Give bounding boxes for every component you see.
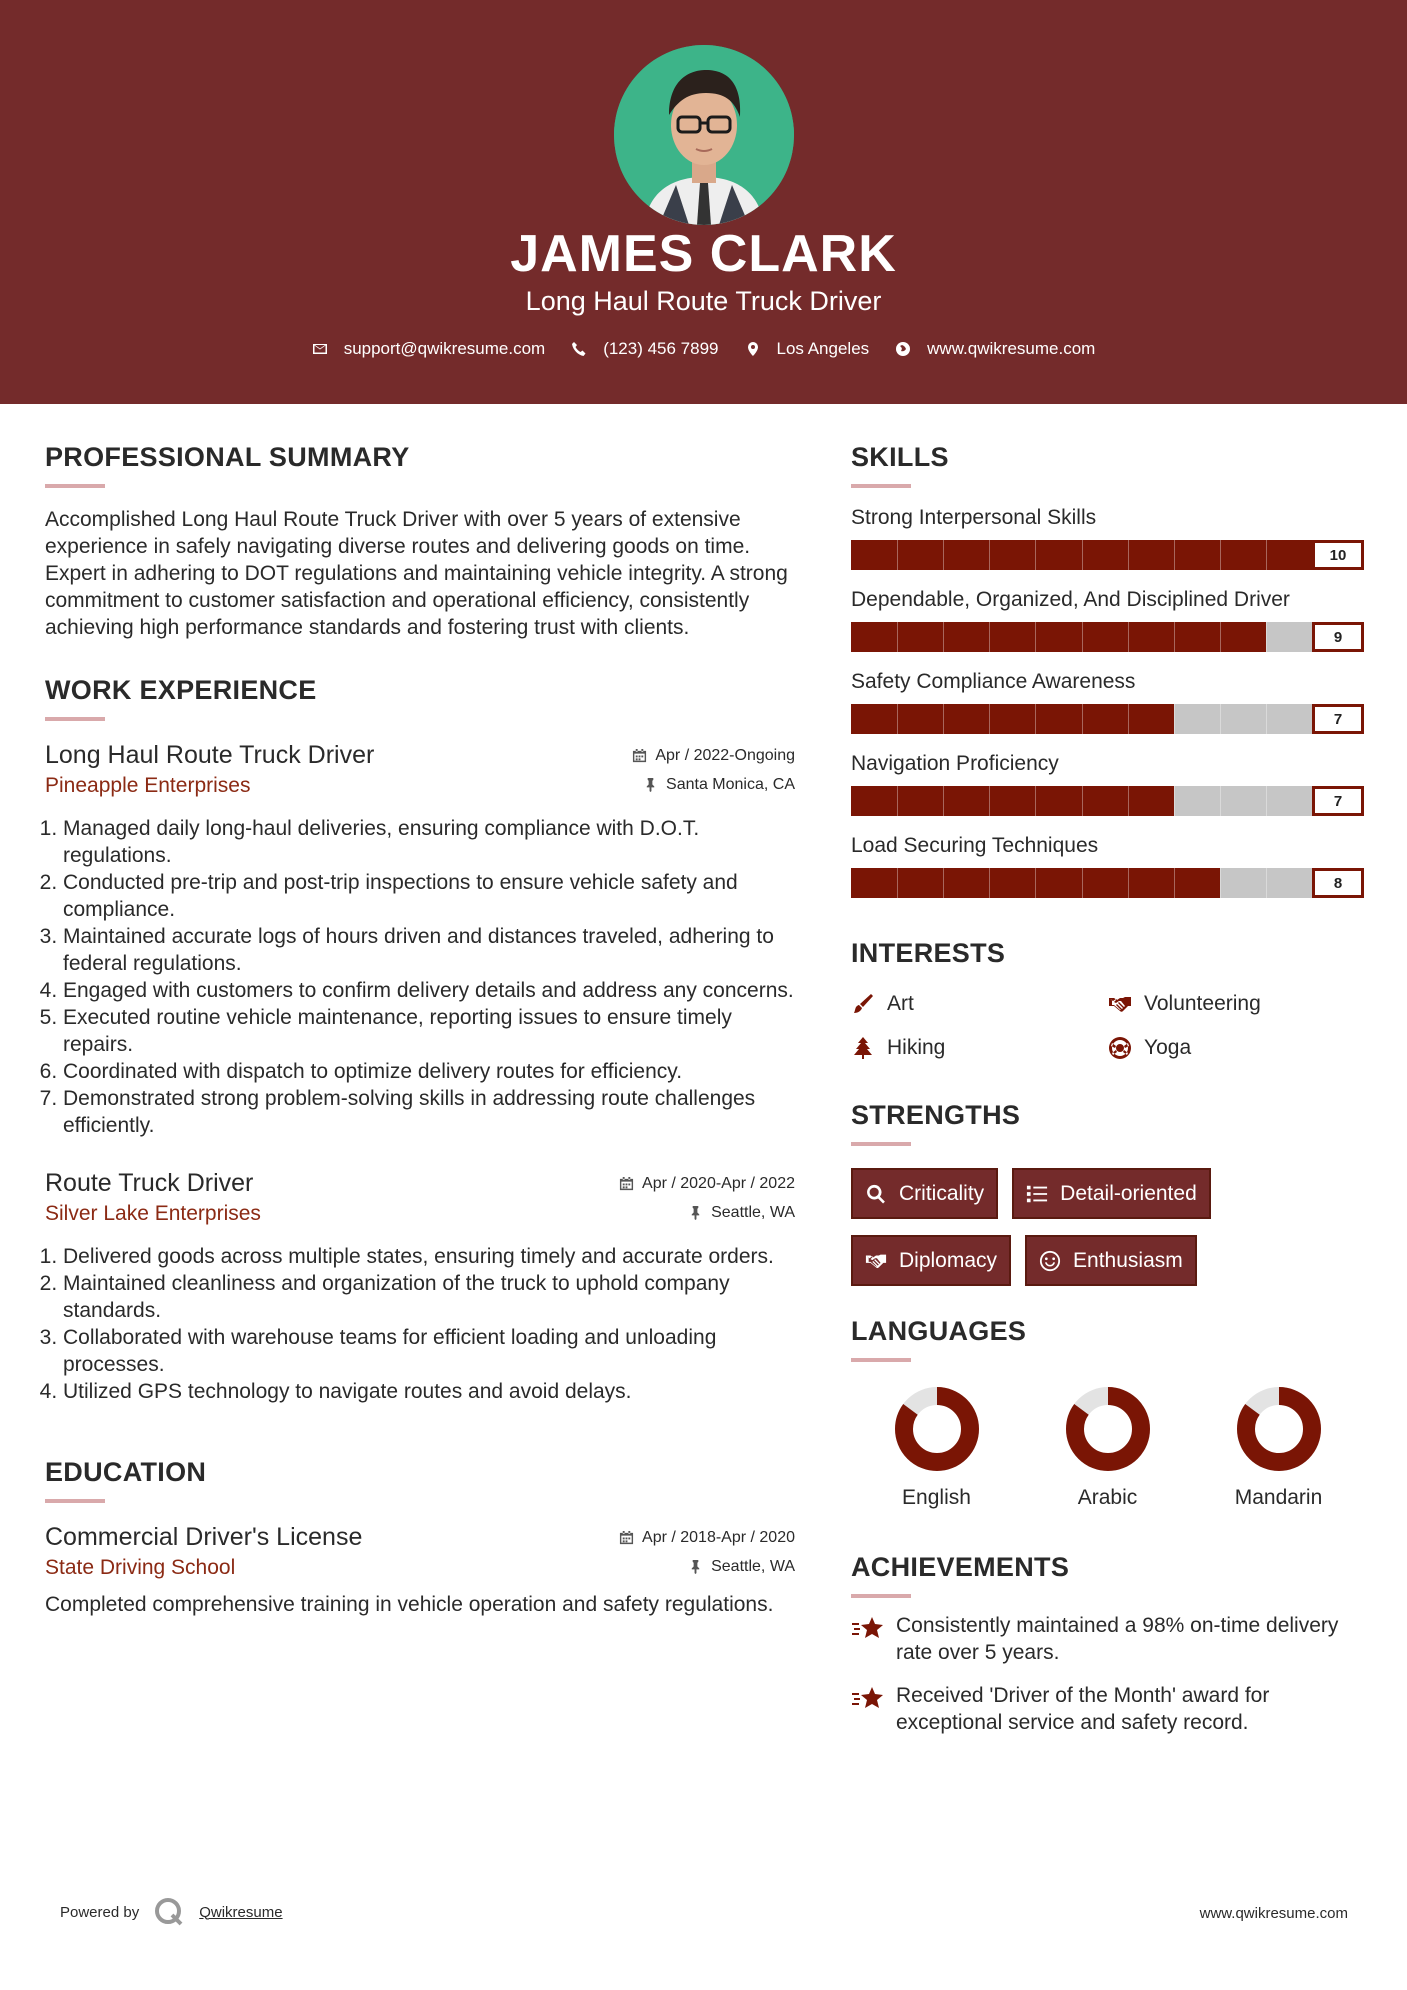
skill-level: 7 (1312, 704, 1364, 734)
candidate-title: Long Haul Route Truck Driver (525, 286, 882, 316)
contact-phone[interactable] (571, 337, 718, 361)
list-item: 5. Executed routine vehicle maintenance, reporting issues to ensure timely repairs. (63, 1004, 795, 1058)
shooting-star-icon (851, 1684, 885, 1714)
skill-segment-divider (1035, 704, 1036, 734)
section-title-skills: SKILLS (851, 442, 949, 472)
job-duties (45, 1243, 795, 1405)
list-item: 3. Collaborated with warehouse teams for efficient loading and unloading processes. (63, 1324, 795, 1378)
skill-level: 9 (1312, 622, 1364, 652)
list-item: 4. Utilized GPS technology to navigate routes and avoid delays. (63, 1378, 795, 1405)
skill-segment-divider (1266, 868, 1267, 898)
skill-name: Dependable, Organized, And Disciplined Driver (851, 588, 1290, 611)
contact-location (745, 337, 870, 361)
skill-bar-fill (851, 786, 1174, 816)
strengths-section (851, 1098, 1367, 1286)
section-title-strengths: STRENGTHS (851, 1100, 1021, 1130)
qwikresume-link[interactable]: Qwikresume (199, 1903, 283, 1921)
skill-name: Safety Compliance Awareness (851, 670, 1136, 693)
interests-section (851, 936, 1367, 1062)
strength-tag: Criticality (851, 1168, 998, 1219)
skill-segment-divider (1220, 786, 1221, 816)
person-avatar-icon (614, 45, 794, 225)
skill-bar (851, 786, 1364, 816)
contact-bar (0, 337, 1407, 361)
languages-list (851, 1384, 1367, 1510)
resume-header (0, 0, 1407, 404)
section-title-education: EDUCATION (45, 1457, 207, 1487)
job-entry (45, 1167, 795, 1405)
list-item: 7. Demonstrated strong problem-solving skills in addressing route challenges efficiently. (63, 1085, 795, 1139)
skill-segment-divider (1128, 868, 1129, 898)
title-divider (45, 717, 105, 721)
skill-segment-divider (897, 704, 898, 734)
skill-item (851, 668, 1367, 734)
job-duties (45, 815, 795, 1139)
list-item: 2. Maintained cleanliness and organization of the truck to uphold company standards. (63, 1270, 795, 1324)
skill-segment-divider (1220, 704, 1221, 734)
list-item: 6. Coordinated with dispatch to optimize delivery routes for efficiency. (63, 1058, 795, 1085)
language-label: Arabic (1077, 1486, 1138, 1509)
handshake-icon (865, 1250, 887, 1272)
skill-segment-divider (989, 786, 990, 816)
skill-segment-divider (1035, 868, 1036, 898)
section-title-experience: WORK EXPERIENCE (45, 675, 317, 705)
section-title-achievements: ACHIEVEMENTS (851, 1552, 1070, 1582)
education-description: Completed comprehensive training in vehicle operation and safety regulations. (45, 1593, 774, 1616)
skill-segment-divider (1082, 622, 1083, 652)
language-item (1193, 1384, 1364, 1510)
skill-segment-divider (1220, 622, 1221, 652)
pushpin-icon (688, 1205, 703, 1220)
skill-segment-divider (1220, 868, 1221, 898)
language-donut (1234, 1384, 1324, 1474)
contact-website[interactable] (895, 337, 1095, 361)
languages-section (851, 1314, 1367, 1510)
achievement-item: Consistently maintained a 98% on-time delivery rate over 5 years. (851, 1612, 1367, 1666)
job-title: Route Truck Driver (45, 1169, 254, 1197)
strength-tag: Detail-oriented (1012, 1168, 1211, 1219)
title-divider (851, 1594, 911, 1598)
language-label: Mandarin (1234, 1486, 1323, 1509)
location-text: Los Angeles (776, 339, 870, 358)
list-icon (1026, 1183, 1048, 1205)
list-item: 1. Delivered goods across multiple states, ensuring timely and accurate orders. (63, 1243, 795, 1270)
profile-photo (614, 45, 794, 225)
list-item: 1. Managed daily long-haul deliveries, ensuring compliance with D.O.T. regulations. (63, 815, 795, 869)
skill-segment-divider (1266, 622, 1267, 652)
paintbrush-icon (851, 992, 875, 1016)
skill-segment-divider (1082, 540, 1083, 570)
skill-segment-divider (897, 868, 898, 898)
skill-segment-divider (1128, 786, 1129, 816)
shooting-star-icon (851, 1614, 885, 1644)
skill-segment-divider (1082, 868, 1083, 898)
skill-bar-fill (851, 540, 1364, 570)
achievement-item: Received 'Driver of the Month' award for exceptional service and safety record. (851, 1682, 1367, 1736)
school-name: State Driving School (45, 1556, 236, 1579)
title-divider (45, 1499, 105, 1503)
handshake-icon (1108, 992, 1132, 1016)
skills-list (851, 504, 1367, 898)
calendar-icon (632, 748, 647, 763)
job-date: Apr / 2020-Apr / 2022 (619, 1175, 795, 1193)
skill-segment-divider (1174, 540, 1175, 570)
job-company: Pineapple Enterprises (45, 774, 251, 797)
interest-item: Hiking (851, 1034, 1108, 1062)
degree-title: Commercial Driver's License (45, 1523, 363, 1551)
achievements-section (851, 1550, 1367, 1736)
map-pin-icon (745, 341, 761, 357)
interest-item: Yoga (1108, 1034, 1365, 1062)
smile-icon (1039, 1250, 1061, 1272)
skill-name: Load Securing Techniques (851, 834, 1099, 857)
contact-email[interactable] (312, 337, 546, 361)
skill-segment-divider (1128, 622, 1129, 652)
skill-item (851, 586, 1367, 652)
job-entry (45, 739, 795, 1139)
skill-segment-divider (943, 786, 944, 816)
skill-segment-divider (1035, 786, 1036, 816)
skill-bar (851, 622, 1364, 652)
skill-segment-divider (897, 540, 898, 570)
calendar-icon (619, 1530, 634, 1545)
skill-segment-divider (943, 622, 944, 652)
strength-tag: Enthusiasm (1025, 1235, 1197, 1286)
phone-icon (571, 341, 587, 357)
website-text: www.qwikresume.com (927, 339, 1096, 358)
section-title-interests: INTERESTS (851, 938, 1006, 968)
skill-level: 8 (1312, 868, 1364, 898)
language-donut (1063, 1384, 1153, 1474)
skill-name: Strong Interpersonal Skills (851, 506, 1097, 529)
title-divider (851, 1142, 911, 1146)
tree-icon (851, 1036, 875, 1060)
skill-item (851, 504, 1367, 570)
skill-segment-divider (1220, 540, 1221, 570)
interest-item: Volunteering (1108, 990, 1365, 1018)
skill-segment-divider (1035, 540, 1036, 570)
job-location: Seattle, WA (688, 1204, 795, 1222)
language-label: English (902, 1486, 971, 1509)
candidate-name: JAMES CLARK (510, 225, 897, 283)
education-date: Apr / 2018-Apr / 2020 (619, 1529, 795, 1547)
skill-segment-divider (1082, 704, 1083, 734)
section-title-summary: PROFESSIONAL SUMMARY (45, 442, 410, 472)
list-item: 2. Conducted pre-trip and post-trip inspections to ensure vehicle safety and compliance. (63, 869, 795, 923)
pushpin-icon (643, 777, 658, 792)
skill-bar (851, 704, 1364, 734)
skill-item (851, 750, 1367, 816)
title-divider (45, 484, 105, 488)
skill-segment-divider (989, 704, 990, 734)
globe-icon (895, 341, 911, 357)
language-donut (892, 1384, 982, 1474)
skill-segment-divider (1266, 704, 1267, 734)
strength-tag: Diplomacy (851, 1235, 1011, 1286)
email-text: support@qwikresume.com (343, 339, 546, 358)
interests-grid (851, 990, 1367, 1062)
skill-segment-divider (1266, 786, 1267, 816)
language-item (851, 1384, 1022, 1510)
title-divider (851, 484, 911, 488)
footer-powered-by (60, 1896, 283, 1928)
summary-section (45, 440, 795, 641)
right-column (851, 440, 1367, 1736)
job-location: Santa Monica, CA (643, 776, 795, 794)
section-title-languages: LANGUAGES (851, 1316, 1027, 1346)
title-divider (851, 1358, 911, 1362)
language-item (1022, 1384, 1193, 1510)
skill-bar-fill (851, 622, 1266, 652)
job-date: Apr / 2022-Ongoing (632, 747, 795, 765)
skill-segment-divider (943, 868, 944, 898)
pushpin-icon (688, 1559, 703, 1574)
envelope-icon (312, 341, 328, 357)
skill-segment-divider (1082, 786, 1083, 816)
skill-segment-divider (897, 786, 898, 816)
footer-website[interactable]: www.qwikresume.com (1199, 1905, 1348, 1922)
powered-by-text: Powered by (60, 1903, 140, 1921)
skill-segment-divider (989, 868, 990, 898)
skill-segment-divider (1266, 540, 1267, 570)
skill-segment-divider (897, 622, 898, 652)
interest-item: Art (851, 990, 1108, 1018)
skill-level: 7 (1312, 786, 1364, 816)
education-location: Seattle, WA (688, 1558, 795, 1576)
education-section (45, 1455, 795, 1618)
skill-segment-divider (989, 540, 990, 570)
skill-bar (851, 868, 1364, 898)
list-item: 3. Maintained accurate logs of hours driven and distances traveled, adhering to federal regulations. (63, 923, 795, 977)
skill-segment-divider (989, 622, 990, 652)
skill-segment-divider (1035, 622, 1036, 652)
skills-section (851, 440, 1367, 898)
skill-level: 10 (1312, 540, 1364, 570)
skill-segment-divider (943, 704, 944, 734)
lifering-icon (1108, 1036, 1132, 1060)
left-column (45, 440, 795, 1618)
strengths-list (851, 1168, 1367, 1286)
job-company: Silver Lake Enterprises (45, 1202, 261, 1225)
skill-name: Navigation Proficiency (851, 752, 1059, 775)
skill-segment-divider (943, 540, 944, 570)
skill-segment-divider (1174, 704, 1175, 734)
phone-text: (123) 456 7899 (603, 339, 719, 358)
search-icon (865, 1183, 887, 1205)
skill-segment-divider (1128, 540, 1129, 570)
skill-segment-divider (1174, 786, 1175, 816)
experience-section (45, 673, 795, 1405)
skill-bar (851, 540, 1364, 570)
summary-text: Accomplished Long Haul Route Truck Driver with over 5 years of extensive experience in safely navigating diverse routes and delivering goods on time. Expert in adhering to DOT regulations and maintaining vehicle integrity. A strong commitment to customer satisfaction and operational efficiency, consistently achieving high performance standards and fostering trust with clients. (45, 508, 788, 639)
list-item: 4. Engaged with customers to confirm delivery details and address any concerns. (63, 977, 795, 1004)
skill-item (851, 832, 1367, 898)
skill-segment-divider (1128, 704, 1129, 734)
qwikresume-logo-icon (153, 1896, 185, 1928)
calendar-icon (619, 1176, 634, 1191)
skill-segment-divider (1174, 868, 1175, 898)
skill-segment-divider (1174, 622, 1175, 652)
job-title: Long Haul Route Truck Driver (45, 741, 375, 769)
skill-bar-fill (851, 704, 1174, 734)
